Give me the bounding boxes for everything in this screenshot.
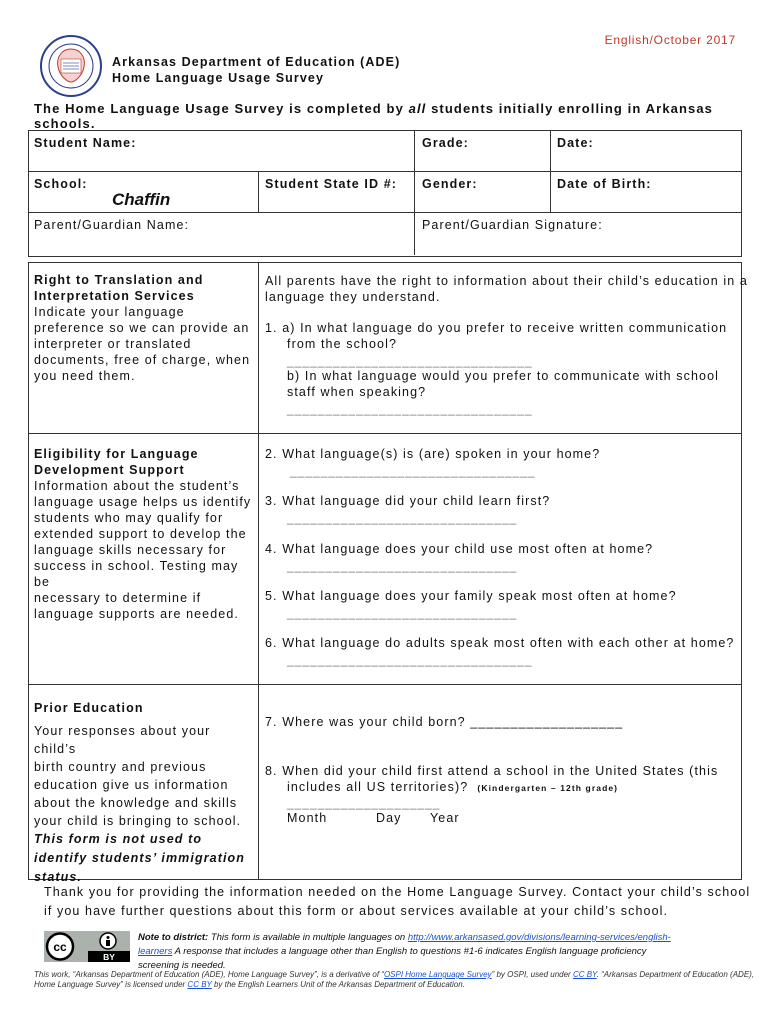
translation-section-sidebar [34,272,254,384]
ade-seal-logo [40,35,102,97]
grade-field[interactable]: Grade: [422,136,469,150]
translation-body-2: interpreter or translated [34,337,192,351]
credit-text-2b: by the English Learners Unit of the Arkansas Department of Education. [211,980,465,989]
translation-body-3: documents, free of charge, when [34,353,251,367]
cc-by-link-1[interactable]: CC BY [572,970,597,979]
state-id-field[interactable]: Student State ID #: [265,177,398,191]
translation-title-2: Interpretation Services [34,289,195,303]
credit-text-1b: ” by OSPI, used under [491,970,573,979]
prior-education-sidebar [34,700,256,887]
prior-body-0: Your responses about your child’s [34,724,211,756]
organization-heading [112,54,400,86]
immigration-note-2: status. [34,870,82,884]
answer-5-line[interactable]: ______________________________ [287,606,518,620]
intro-statement [34,101,770,131]
gender-field[interactable]: Gender: [422,177,478,191]
note-text-2: A response that includes a language other than English to questions #1-6 indicates English language proficiency [172,946,647,957]
rights-line-2: language they understand. [265,290,441,304]
note-label: Note to district: [138,932,209,943]
eligibility-title-2: Development Support [34,463,185,477]
prior-body-3: about the knowledge and skills [34,796,238,810]
form-title: Home Language Usage Survey [112,71,324,85]
immigration-note-1: identify students’ immigration [34,851,246,865]
question-4: 4. What language does your child use most often at home? [265,542,654,556]
rights-statement [265,273,748,305]
eligibility-body-2: students who may qualify for [34,511,224,525]
eligibility-title-1: Eligibility for Language [34,447,199,461]
parent-signature-field[interactable]: Parent/Guardian Signature: [422,218,603,232]
intro-post: students initially enrolling in Arkansas schools. [34,101,714,131]
eligibility-body-4: language skills necessary for [34,543,227,557]
year-label: Year [430,811,460,825]
school-value: Chaffin [112,190,171,209]
school-field[interactable]: School: [34,177,88,191]
question-5: 5. What language does your family speak most often at home? [265,589,677,603]
date-field[interactable]: Date: [557,136,594,150]
question-7: 7. Where was your child born? ___________________ [265,715,624,729]
answer-2-line[interactable]: ________________________________ [290,464,536,478]
cc-by-link-2[interactable]: CC BY [187,980,212,989]
month-label: Month [287,811,328,825]
translation-title-1: Right to Translation and [34,273,204,287]
eligibility-body-6: necessary to determine if [34,591,202,605]
credit-text-1c: . “Arkansas Department of Education (ADE), [596,970,755,979]
translation-body-4: you need them. [34,369,136,383]
question-1a-line-1: 1. a) In what language do you prefer to receive written communication [265,321,728,335]
question-8 [265,763,718,796]
translation-body-0: Indicate your language [34,305,185,319]
ade-ell-link-cont[interactable]: learners [138,946,173,957]
prior-body-4: your child is bringing to school. [34,814,242,828]
ade-ell-link[interactable]: http://www.arkansased.gov/divisions/learning-services/english- [407,932,671,943]
license-credit [34,970,754,990]
prior-body-2: education give us information [34,778,229,792]
thank-you-line-1: Thank you for providing the information needed on the Home Language Survey. Contact your child’s school [44,885,751,899]
version-date: English/October 2017 [604,33,736,47]
eligibility-body-7: language supports are needed. [34,607,239,621]
thank-you-line-2: if you have further questions about this form or about services available at your child’s school. [44,904,669,918]
parent-name-field[interactable]: Parent/Guardian Name: [34,218,190,232]
answer-1a-line[interactable]: ________________________________ [287,354,533,368]
answer-4-line[interactable]: ______________________________ [287,559,518,573]
eligibility-body-5: success in school. Testing may be [34,559,239,589]
question-1b [287,368,719,400]
prior-body-1: birth country and previous [34,760,207,774]
answer-3-line[interactable]: ______________________________ [287,511,518,525]
district-note [138,931,671,973]
note-text-3: screening is needed. [138,960,226,971]
credit-text-2a: Home Language Survey” is licensed under [34,980,188,989]
day-label: Day [376,811,402,825]
immigration-note-0: This form is not used to [34,832,203,846]
question-8-hint: (Kindergarten – 12th grade) [477,783,619,793]
ospi-survey-link[interactable]: OSPI Home Language Survey [383,970,492,979]
eligibility-body-0: Information about the student’s [34,479,240,493]
question-8-line-2: includes all US territories)? [287,780,469,794]
answer-8-line[interactable]: ____________________ [287,796,441,810]
cc-label: cc [53,940,67,954]
note-text-1: This form is available in multiple languages on [208,932,408,943]
student-name-field[interactable]: Student Name: [34,136,137,150]
question-1a-line-2: from the school? [287,337,398,351]
by-label: BY [103,952,115,962]
answer-6-line[interactable]: ________________________________ [287,653,533,667]
thank-you-message [44,883,750,921]
question-1b-line-2: staff when speaking? [287,385,427,399]
org-name: Arkansas Department of Education (ADE) [112,55,401,69]
eligibility-body-3: extended support to develop the [34,527,247,541]
answer-1b-line[interactable]: ________________________________ [287,402,533,416]
question-6: 6. What language do adults speak most often with each other at home? [265,636,735,650]
question-1a [265,320,727,352]
cc-by-license-icon[interactable] [44,931,130,962]
dob-field[interactable]: Date of Birth: [557,177,652,191]
eligibility-body-1: language usage helps us identify [34,495,252,509]
question-2: 2. What language(s) is (are) spoken in your home? [265,447,601,461]
prior-education-title: Prior Education [34,701,144,715]
credit-text-1a: This work, “Arkansas Department of Education (ADE), Home Language Survey”, is a derivative of “ [34,970,384,979]
question-1b-line-1: b) In what language would you prefer to communicate with school [287,369,720,383]
translation-body-1: preference so we can provide an [34,321,250,335]
question-8-line-1: 8. When did your child first attend a school in the United States (this [265,764,719,778]
eligibility-section-sidebar [34,446,256,622]
question-3: 3. What language did your child learn first? [265,494,551,508]
intro-emphasis: all [408,101,427,116]
intro-pre: The Home Language Usage Survey is completed by [34,101,409,116]
rights-line-1: All parents have the right to information about their child’s education in a [265,274,748,288]
